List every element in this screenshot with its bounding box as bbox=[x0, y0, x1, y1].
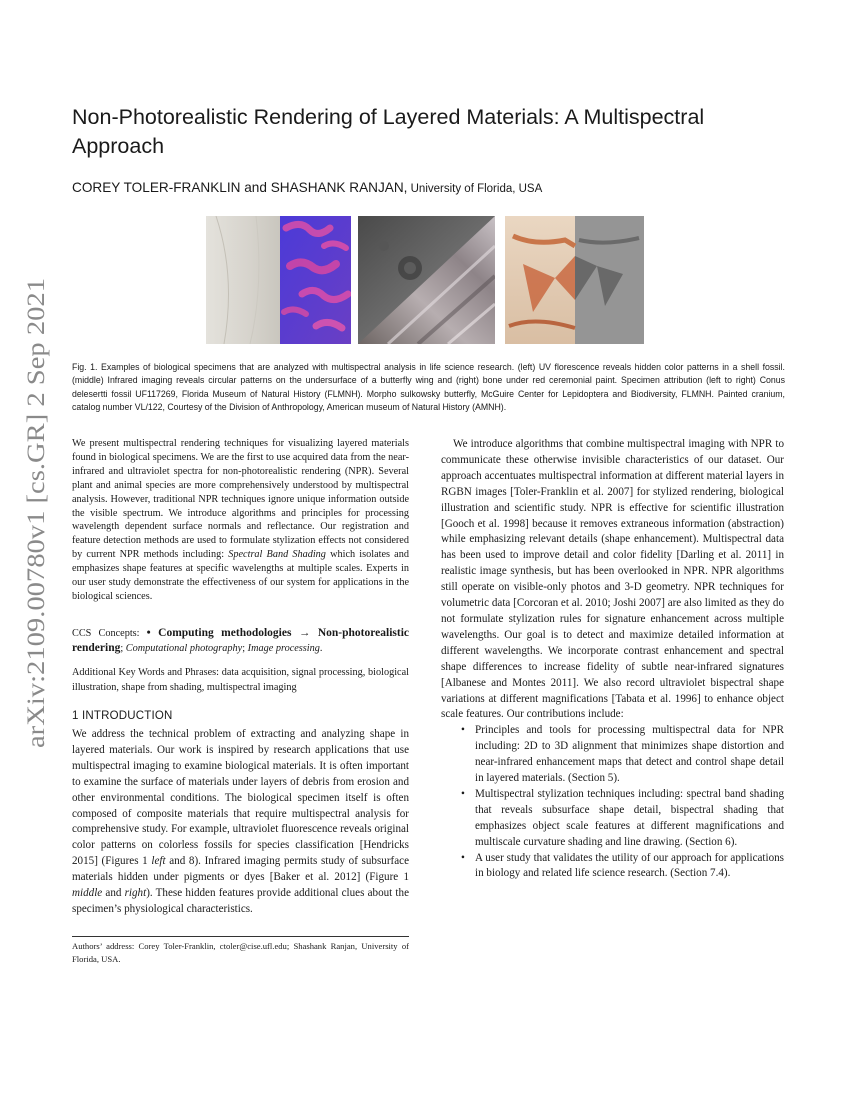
list-item: • A user study that validates the utility of our approach for applications in biology and related life science research. (Section 7.4). bbox=[475, 851, 784, 883]
abstract-text-1: We present multispectral rendering techniques for visualizing layered materials found in biological specimens. We are the first to use acquired data from the near-infrared and ultraviolet spectra for non-photorealistic rendering (NPR). Several plant and animal species are more comprehensively understood by multispectral analysis. However, traditional NPR techniques ignore unique information outside the visible spectrum. We introduce algorithms and principles for processing wavelength dependent surface normals and reflectance. Our registration and feature detection methods are used to formulate stylization effects not considered by current NPR methods including: bbox=[72, 438, 409, 561]
abstract-text-2: which isolates and emphasizes shape features at specific wavelengths at multiple scales. Experts in our user study demonstrate the effectiveness of our system for applications in the biological sciences. bbox=[72, 549, 409, 602]
ccs-italic-2: Image processing bbox=[247, 643, 320, 654]
section-heading-introduction: 1 INTRODUCTION bbox=[72, 710, 173, 722]
butterfly-wing-infrared-panel bbox=[358, 216, 495, 344]
introduction-paragraph bbox=[72, 727, 409, 918]
author-address-footnote: Authors’ address: Corey Toler-Franklin, ctoler@cise.ufl.edu; Shashank Ranjan, University of Florida, USA. bbox=[72, 941, 409, 964]
right-column-paragraph: We introduce algorithms that combine multispectral imaging with NPR to communicate these otherwise invisible characteristics of our dataset. Our approach accentuates multispectral information at different material layers in RGBN images [Toler-Franklin et al. 2007] for stylized rendering, biological illustration and scientific study. NPR is effective for scientific illustration [Gooch et al. 1998] because it removes extraneous information (abstraction) while emphasizing relevant details (shape enhancement). Multispectral data has been used to improve detail and color fidelity [Darling et al. 2011] in realistic image synthesis, but has been overlooked in NPR. NPR algorithms still operate on visible-only photos and 3-D geometry. NPR techniques for volumetric data [Corcoran et al. 2010; Joshi 2007] are also limited as they do not formulate stylization rules for signature enhancement across multiple wavelengths. Our goal is to detect and maximize detailed information at different wavelengths. We incorporate contrast enhancement and spectral shape differences to increase fidelity of subtle near-infrared signatures [Albanese and Montes 2011]. We also record ultraviolet bispectral shape variations at different magnifications [Tabata et al. 1996] to enhance object scale features. Our contributions include: bbox=[441, 438, 784, 721]
paper-title: Non-Photorealistic Rendering of Layered Materials: A Multispectral Approach bbox=[72, 105, 705, 158]
author-line bbox=[72, 180, 792, 195]
intro-italic-1: left bbox=[151, 855, 166, 868]
intro-italic-3: right bbox=[124, 887, 147, 900]
shell-fossil-uv-panel bbox=[206, 216, 351, 344]
arxiv-stamp-text: arXiv:2109.00780v1 [cs.GR] 2 Sep 2021 bbox=[23, 336, 50, 748]
abstract bbox=[72, 437, 409, 604]
intro-text-2: and 8). Infrared imaging permits study of subsurface materials hidden under pigments or dyes [Baker et al. 2012] (Figure 1 bbox=[72, 855, 409, 884]
ccs-separator-2: ; bbox=[242, 643, 248, 654]
list-item: • Multispectral stylization techniques including: spectral band shading that reveals subsurface shape detail, bispectral shading that emphasizes object scale features at different magnifications and multiscale curvature shading and line drawing. (Section 6). bbox=[475, 787, 784, 851]
footnote-divider bbox=[72, 936, 409, 937]
intro-text-1: We address the technical problem of extracting and analyzing shape in layered materials. Our work is inspired by research applications that use multispectral imaging to examine biological materials. It is often important to examine the surface of materials under layers of debris from erosion and other environmental conditions. The biological specimen itself is often composed of composite materials that require multispectral analysis for comprehensive study. For example, ultraviolet fluorescence reveals original color patterns on colorless fossils for species classification [Hendricks 2015] (Figures 1 bbox=[72, 728, 409, 868]
right-column bbox=[441, 437, 784, 882]
contributions-list bbox=[441, 723, 784, 882]
ccs-bold: • Computing methodologies → Non-photorealistic rendering bbox=[72, 627, 410, 654]
ccs-prefix: CCS Concepts: bbox=[72, 628, 147, 639]
author-names: COREY TOLER-FRANKLIN and SHASHANK RANJAN, bbox=[72, 180, 408, 195]
ccs-italic-1: Computational photography bbox=[125, 643, 243, 654]
list-item: • Principles and tools for processing multispectral data for NPR including: 2D to 3D alignment that minimizes shape distortion and near-infrared enhancement maps that detect and control shape detail in layered materials. (Section 5). bbox=[475, 723, 784, 787]
arxiv-identifier-stamp bbox=[8, 270, 58, 750]
ccs-separator: ; bbox=[120, 643, 126, 654]
author-affiliation: University of Florida, USA bbox=[407, 183, 543, 195]
abstract-emphasis: Spectral Band Shading bbox=[228, 549, 326, 561]
intro-text-3: and bbox=[102, 887, 125, 900]
keywords: Additional Key Words and Phrases: data acquisition, signal processing, biological illustration, shape from shading, multispectral imaging bbox=[72, 667, 409, 693]
ccs-end: . bbox=[319, 643, 323, 654]
ccs-concepts bbox=[72, 626, 409, 656]
figure-1-caption: Fig. 1. Examples of biological specimens that are analyzed with multispectral analysis in life science research. (left) UV florescence reveals hidden color patterns in a shell fossil. (middle) Infrared imaging reveals circular patterns on the undersurface of a butterfly wing and (right) bone under red ceremonial paint. Specimen attribution (left to right) Conus delesertti fossil UF117269, Florida Museum of Natural History (FLMNH). Morpho sulkowsky butterfly, McGuire Center for Lepidoptera and Biodiversity, FLMNH. Painted cranium, catalog number VL/122, Courtesy of the Division of Anthropology, American museum of Natural History (AMNH). bbox=[72, 362, 785, 413]
cranium-pigment-panel bbox=[505, 216, 644, 344]
intro-text-4: ). These hidden features provide additional clues about the specimen’s physiological characteristics. bbox=[72, 887, 409, 915]
intro-italic-2: middle bbox=[72, 887, 103, 900]
